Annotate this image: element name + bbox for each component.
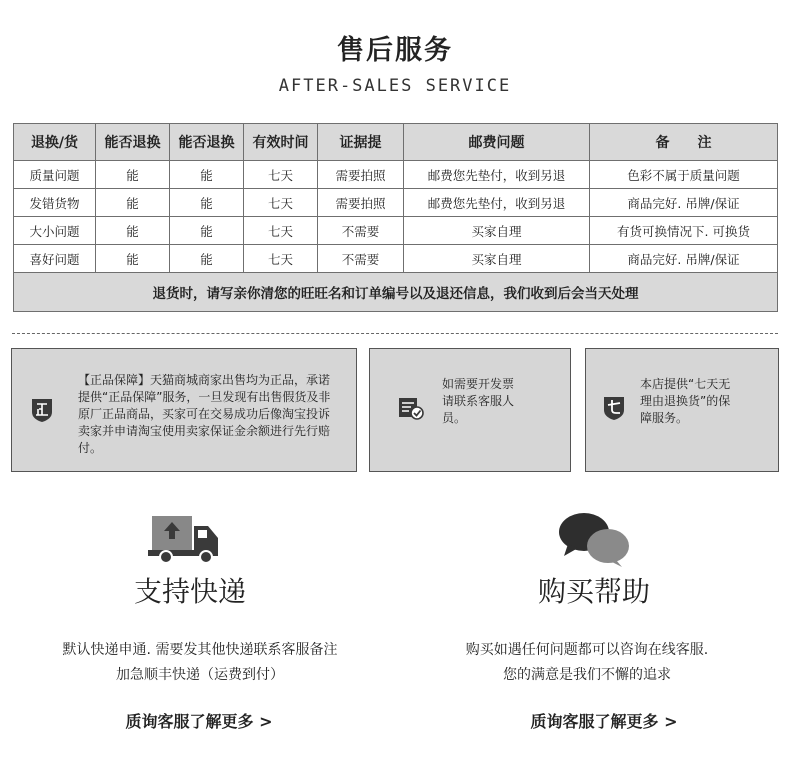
seven-day-line: 障服务。 (640, 411, 689, 425)
table-cell: 发错货物 (14, 189, 96, 217)
table-cell: 质量问题 (14, 161, 96, 189)
purchase-help-description-line: 购买如遇任何问题都可以咨询在线客服. (465, 642, 709, 658)
table-cell: 买家自理 (404, 217, 590, 245)
delivery-description-line: 加急顺丰快递（运费到付） (116, 667, 284, 683)
table-cell: 能 (170, 189, 244, 217)
header-evidence: 证据提 (318, 124, 404, 161)
table-footer-row (14, 273, 778, 312)
table-cell: 能 (170, 245, 244, 273)
table-row (14, 161, 778, 189)
table-cell: 七天 (244, 161, 318, 189)
genuine-shield-icon (30, 397, 54, 423)
return-policy-table (13, 123, 778, 312)
table-cell: 不需要 (318, 245, 404, 273)
table-cell: 买家自理 (404, 245, 590, 273)
table-cell: 邮费您先垫付，收到另退 (404, 161, 590, 189)
genuine-guarantee-line: 提供“正品保障”服务，一旦发现有出售假货及非 (78, 390, 331, 404)
invoice-box (369, 348, 571, 472)
table-row (14, 245, 778, 273)
table-cell: 能 (96, 217, 170, 245)
table-cell: 不需要 (318, 217, 404, 245)
table-cell: 七天 (244, 245, 318, 273)
table-cell: 色彩不属于质量问题 (590, 161, 778, 189)
invoice-icon (397, 395, 425, 421)
delivery-truck-icon (148, 512, 222, 566)
invoice-line: 如需要开发票 (442, 377, 515, 391)
table-cell: 能 (170, 217, 244, 245)
seven-day-line: 本店提供“七天无 (640, 377, 731, 391)
table-cell: 邮费您先垫付，收到另退 (404, 189, 590, 217)
table-cell: 能 (170, 161, 244, 189)
table-header-row (14, 124, 778, 161)
section-divider (12, 333, 778, 334)
header-return-type: 退换/货 (14, 124, 96, 161)
table-cell: 喜好问题 (14, 245, 96, 273)
page-subtitle: AFTER-SALES SERVICE (278, 76, 512, 96)
header-remarks: 备 注 (590, 124, 778, 161)
table-cell: 能 (96, 245, 170, 273)
table-cell: 七天 (244, 189, 318, 217)
header-postage: 邮费问题 (404, 124, 590, 161)
seven-day-shield-icon (602, 395, 626, 421)
header-valid-period: 有效时间 (244, 124, 318, 161)
genuine-guarantee-line: 卖家并申请淘宝使用卖家保证金余额进行先行赔 (78, 424, 331, 438)
table-row (14, 189, 778, 217)
invoice-line: 请联系客服人 (442, 394, 515, 408)
genuine-guarantee-line: 【正品保障】天猫商城商家出售均为正品，承诺 (78, 373, 331, 387)
chat-bubbles-icon (556, 508, 632, 568)
purchase-help-title: 购买帮助 (537, 575, 650, 608)
delivery-title: 支持快递 (133, 575, 246, 608)
table-row (14, 217, 778, 245)
purchase-help-description-line: 您的满意是我们不懈的追求 (503, 667, 671, 683)
table-cell: 大小问题 (14, 217, 96, 245)
header-can-exchange: 能否退换 (170, 124, 244, 161)
seven-day-line: 理由退换货”的保 (640, 394, 731, 408)
table-cell: 有货可换情况下. 可换货 (590, 217, 778, 245)
purchase-help-consult-link[interactable]: 质询客服了解更多 > (530, 712, 678, 731)
table-cell: 需要拍照 (318, 161, 404, 189)
return-instructions-note: 退货时，请写亲你清您的旺旺名和订单编号以及退还信息，我们收到后会当天处理 (14, 273, 778, 312)
seven-day-return-box (585, 348, 779, 472)
invoice-line: 员。 (442, 411, 467, 425)
table-cell: 商品完好. 吊牌/保证 (590, 245, 778, 273)
genuine-guarantee-line: 付。 (78, 441, 103, 455)
table-cell: 能 (96, 189, 170, 217)
header-can-return: 能否退换 (96, 124, 170, 161)
delivery-description-line: 默认快递申通. 需要发其他快递联系客服备注 (62, 642, 338, 658)
delivery-consult-link[interactable]: 质询客服了解更多 > (125, 712, 273, 731)
genuine-guarantee-line: 原厂正品商品，买家可在交易成功后像淘宝投诉 (78, 407, 331, 421)
table-cell: 商品完好. 吊牌/保证 (590, 189, 778, 217)
table-cell: 能 (96, 161, 170, 189)
page-title: 售后服务 (337, 35, 453, 66)
genuine-guarantee-box (11, 348, 357, 472)
table-cell: 需要拍照 (318, 189, 404, 217)
table-cell: 七天 (244, 217, 318, 245)
